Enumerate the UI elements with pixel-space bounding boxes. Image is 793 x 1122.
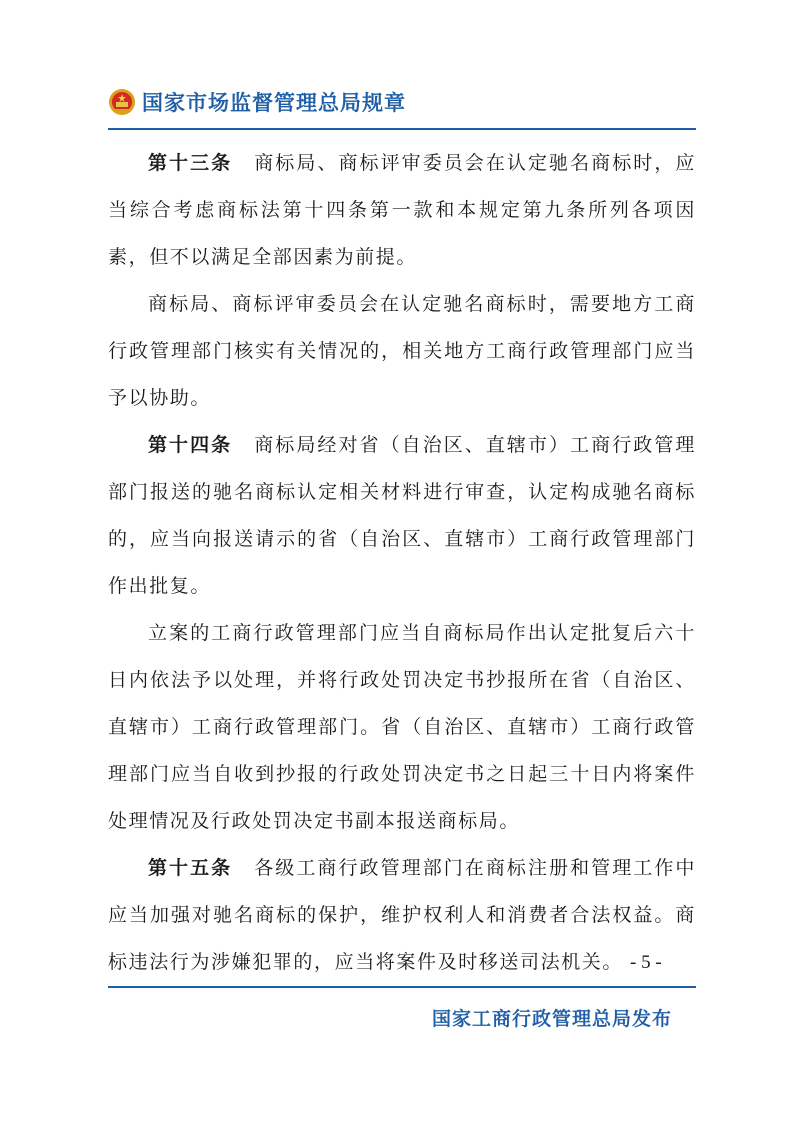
paragraph <box>108 281 696 422</box>
paragraph <box>108 422 696 610</box>
national-emblem-icon <box>108 88 136 116</box>
document-body <box>108 140 696 986</box>
page-number: - 5 - <box>630 952 662 973</box>
article-number: 第十五条 <box>148 857 233 879</box>
header-title: 国家市场监督管理总局规章 <box>142 91 406 115</box>
article-number: 第十三条 <box>148 152 233 174</box>
paragraph-text: 商标局、商标评审委员会在认定驰名商标时，应当综合考虑商标法第十四条第一款和本规定第九条所列各项因素，但不以满足全部因素为前提。 <box>108 152 696 268</box>
paragraph-text: 商标局经对省（自治区、直辖市）工商行政管理部门报送的驰名商标认定相关材料进行审查，认定构成驰名商标的，应当向报送请示的省（自治区、直辖市）工商行政管理部门作出批复。 <box>108 434 696 597</box>
header-divider <box>108 128 696 130</box>
page-header <box>108 84 406 120</box>
paragraph-text: 各级工商行政管理部门在商标注册和管理工作中应当加强对驰名商标的保护，维护权利人和消费者合法权益。商标违法行为涉嫌犯罪的，应当将案件及时移送司法机关。 <box>108 857 696 973</box>
footer-divider <box>108 986 696 988</box>
paragraph-text: 立案的工商行政管理部门应当自商标局作出认定批复后六十日内依法予以处理，并将行政处罚决定书抄报所在省（自治区、直辖市）工商行政管理部门。省（自治区、直辖市）工商行政管理部门应当自收到抄报的行政处罚决定书之日起三十日内将案件处理情况及行政处罚决定书副本报送商标局。 <box>108 622 696 832</box>
paragraph-text: 商标局、商标评审委员会在认定驰名商标时，需要地方工商行政管理部门核实有关情况的，相关地方工商行政管理部门应当予以协助。 <box>108 293 696 409</box>
paragraph <box>108 845 696 986</box>
paragraph <box>108 610 696 845</box>
article-number: 第十四条 <box>148 434 233 456</box>
paragraph <box>108 140 696 281</box>
footer-publisher: 国家工商行政管理总局发布 <box>432 1008 673 1030</box>
